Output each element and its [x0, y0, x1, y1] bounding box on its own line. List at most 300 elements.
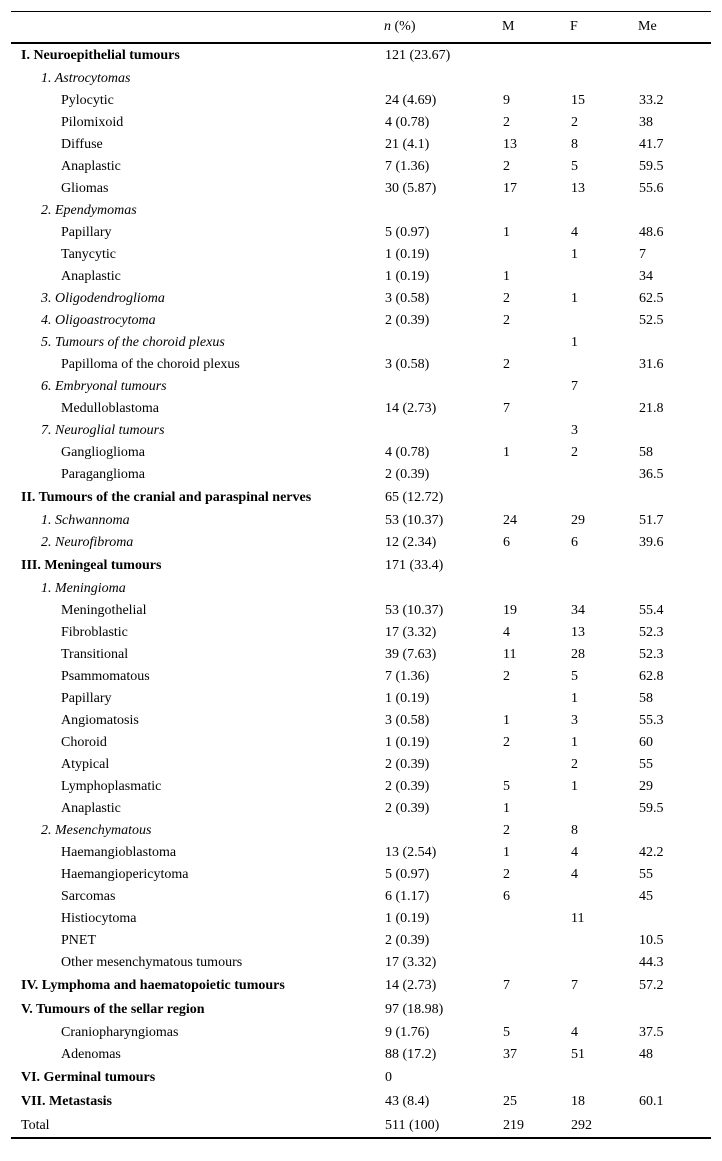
table-row-item — [11, 600, 711, 622]
female-cell: 7 — [571, 379, 578, 394]
female-cell: 11 — [571, 911, 585, 926]
category-cell: Histiocytoma — [61, 911, 137, 926]
male-cell — [502, 1066, 570, 1090]
median-age-cell: 58 — [639, 691, 653, 706]
female-cell: 13 — [571, 625, 585, 640]
category-cell: Ganglioglioma — [61, 445, 145, 460]
table-row-item — [11, 1022, 711, 1044]
n-percent-cell: 21 (4.1) — [385, 137, 430, 152]
female-cell — [570, 798, 638, 820]
table-row-section — [11, 486, 711, 510]
table-row-group — [11, 510, 711, 532]
n-percent-cell — [384, 420, 502, 442]
category-cell: Pilomixoid — [61, 115, 124, 130]
female-cell: 292 — [571, 1117, 592, 1133]
category-cell: 6. Embryonal tumours — [41, 379, 167, 394]
table-row-item — [11, 864, 711, 886]
n-percent-cell — [384, 578, 502, 600]
category-cell: Haemangiopericytoma — [61, 867, 189, 882]
category-cell: Psammomatous — [61, 669, 150, 684]
male-cell: 7 — [503, 978, 510, 993]
median-age-cell: 29 — [639, 779, 653, 794]
category-cell: Medulloblastoma — [61, 401, 159, 416]
median-age-cell: 38 — [639, 115, 653, 130]
n-percent-cell: 3 (0.58) — [385, 357, 430, 372]
median-age-cell: 59.5 — [639, 801, 664, 816]
n-percent-cell: 4 (0.78) — [385, 115, 430, 130]
table-row-item — [11, 908, 711, 930]
category-cell: 2. Neurofibroma — [41, 535, 134, 550]
category-cell: Haemangioblastoma — [61, 845, 177, 860]
median-age-cell — [638, 332, 711, 354]
category-cell: 2. Ependymomas — [41, 203, 137, 218]
female-cell — [570, 998, 638, 1022]
median-age-cell — [638, 554, 711, 578]
header-median-age: Me — [638, 19, 657, 34]
table-row-item — [11, 178, 711, 200]
table-row-section — [11, 554, 711, 578]
table-row-group — [11, 310, 711, 332]
female-cell — [570, 43, 638, 68]
category-cell: Paraganglioma — [61, 467, 145, 482]
tumour-distribution-table — [11, 11, 711, 1139]
male-cell — [502, 688, 570, 710]
table-row-group — [11, 820, 711, 842]
median-age-cell: 52.5 — [639, 313, 664, 328]
tumour-table-container — [11, 11, 711, 1139]
female-cell: 4 — [571, 845, 578, 860]
category-cell: Pylocytic — [61, 93, 114, 108]
male-cell — [502, 754, 570, 776]
category-cell: II. Tumours of the cranial and paraspinal nerves — [21, 490, 312, 505]
female-cell: 4 — [571, 225, 578, 240]
table-row-group — [11, 332, 711, 354]
median-age-cell — [638, 908, 711, 930]
median-age-cell: 55.6 — [639, 181, 664, 196]
male-cell: 2 — [503, 867, 510, 882]
median-age-cell: 34 — [639, 269, 653, 284]
table-row-item — [11, 90, 711, 112]
category-cell: Papillary — [61, 691, 112, 706]
median-age-cell — [638, 68, 711, 90]
n-percent-cell: 1 (0.19) — [385, 247, 430, 262]
male-cell — [502, 244, 570, 266]
male-cell: 219 — [503, 1117, 524, 1133]
table-row-group — [11, 376, 711, 398]
category-cell: VI. Germinal tumours — [21, 1070, 156, 1085]
median-age-cell: 59.5 — [639, 159, 664, 174]
n-percent-cell: 24 (4.69) — [385, 93, 437, 108]
median-age-cell: 55 — [639, 757, 653, 772]
category-cell: Gliomas — [61, 181, 109, 196]
female-cell — [570, 554, 638, 578]
female-cell — [570, 200, 638, 222]
male-cell: 2 — [503, 823, 510, 838]
male-cell: 6 — [503, 889, 510, 904]
n-percent-cell: 2 (0.39) — [385, 467, 430, 482]
male-cell: 1 — [503, 713, 510, 728]
male-cell: 9 — [503, 93, 510, 108]
female-cell: 1 — [571, 291, 578, 306]
table-row-item — [11, 266, 711, 288]
female-cell — [570, 1066, 638, 1090]
n-percent-cell: 3 (0.58) — [385, 291, 430, 306]
male-cell: 2 — [503, 291, 510, 306]
category-cell: Craniopharyngiomas — [61, 1025, 179, 1040]
female-cell: 5 — [571, 159, 578, 174]
category-cell: 1. Schwannoma — [41, 513, 130, 528]
male-cell: 7 — [503, 401, 510, 416]
median-age-cell: 31.6 — [639, 357, 664, 372]
median-age-cell: 52.3 — [639, 647, 664, 662]
n-percent-cell: 121 (23.67) — [385, 48, 451, 63]
table-row-item — [11, 644, 711, 666]
female-cell: 2 — [571, 757, 578, 772]
female-cell: 8 — [571, 137, 578, 152]
category-cell: Tanycytic — [61, 247, 116, 262]
male-cell: 25 — [503, 1094, 517, 1109]
female-cell: 28 — [571, 647, 585, 662]
n-percent-cell: 53 (10.37) — [385, 603, 444, 618]
female-cell: 1 — [571, 735, 578, 750]
female-cell: 51 — [571, 1047, 585, 1062]
male-cell: 2 — [503, 313, 510, 328]
male-cell — [502, 332, 570, 354]
female-cell: 2 — [571, 115, 578, 130]
n-percent-cell: 53 (10.37) — [385, 513, 444, 528]
male-cell: 2 — [503, 669, 510, 684]
female-cell: 1 — [571, 691, 578, 706]
category-cell: 5. Tumours of the choroid plexus — [41, 335, 225, 350]
median-age-cell: 21.8 — [639, 401, 664, 416]
median-age-cell — [638, 578, 711, 600]
median-age-cell: 57.2 — [639, 978, 664, 993]
category-cell: V. Tumours of the sellar region — [21, 1002, 205, 1017]
median-age-cell: 58 — [639, 445, 653, 460]
male-cell: 1 — [503, 801, 510, 816]
header-row — [11, 12, 711, 44]
median-age-cell — [638, 376, 711, 398]
n-percent-cell: 1 (0.19) — [385, 269, 430, 284]
category-cell: 7. Neuroglial tumours — [41, 423, 165, 438]
category-cell: 2. Mesenchymatous — [41, 823, 152, 838]
n-percent-cell: 171 (33.4) — [385, 558, 444, 573]
n-percent-cell: 14 (2.73) — [385, 978, 437, 993]
category-cell: Anaplastic — [61, 269, 121, 284]
median-age-cell: 36.5 — [639, 467, 664, 482]
female-cell — [570, 464, 638, 486]
table-row-item — [11, 244, 711, 266]
female-cell: 34 — [571, 603, 585, 618]
median-age-cell — [638, 486, 711, 510]
male-cell — [502, 554, 570, 578]
median-age-cell: 10.5 — [639, 933, 664, 948]
male-cell — [502, 578, 570, 600]
median-age-cell: 48.6 — [639, 225, 664, 240]
category-cell: Papilloma of the choroid plexus — [61, 357, 240, 372]
table-row-item — [11, 112, 711, 134]
n-percent-cell: 511 (100) — [385, 1117, 440, 1133]
male-cell: 13 — [503, 137, 517, 152]
female-cell: 6 — [571, 535, 578, 550]
category-cell: Lymphoplasmatic — [61, 779, 162, 794]
table-row-item — [11, 354, 711, 376]
female-cell: 29 — [571, 513, 585, 528]
table-row-section — [11, 1066, 711, 1090]
male-cell: 1 — [503, 225, 510, 240]
female-cell — [570, 952, 638, 974]
male-cell: 17 — [503, 181, 517, 196]
male-cell — [502, 998, 570, 1022]
female-cell: 8 — [571, 823, 578, 838]
median-age-cell — [638, 43, 711, 68]
median-age-cell: 41.7 — [639, 137, 664, 152]
n-percent-cell: 9 (1.76) — [385, 1025, 430, 1040]
male-cell — [502, 952, 570, 974]
n-percent-cell: 39 (7.63) — [385, 647, 437, 662]
median-age-cell — [638, 820, 711, 842]
male-cell: 6 — [503, 535, 510, 550]
male-cell: 1 — [503, 845, 510, 860]
male-cell: 2 — [503, 735, 510, 750]
female-cell: 1 — [571, 247, 578, 262]
table-row-item — [11, 842, 711, 864]
n-percent-cell: 2 (0.39) — [385, 933, 430, 948]
header-category — [11, 12, 384, 44]
male-cell: 1 — [503, 269, 510, 284]
median-age-cell: 45 — [639, 889, 653, 904]
male-cell: 2 — [503, 159, 510, 174]
male-cell — [502, 908, 570, 930]
table-row-item — [11, 398, 711, 420]
header-n-percent — [384, 12, 502, 44]
female-cell: 3 — [571, 713, 578, 728]
female-cell: 15 — [571, 93, 585, 108]
n-percent-cell: 13 (2.54) — [385, 845, 437, 860]
male-cell: 11 — [503, 647, 517, 662]
category-cell: Sarcomas — [61, 889, 116, 904]
category-cell: Other mesenchymatous tumours — [61, 955, 243, 970]
table-body — [11, 43, 711, 1138]
male-cell — [502, 420, 570, 442]
n-percent-cell: 17 (3.32) — [385, 955, 437, 970]
table-row-item — [11, 442, 711, 464]
male-cell — [502, 930, 570, 952]
n-percent-cell: 4 (0.78) — [385, 445, 430, 460]
category-cell: Diffuse — [61, 137, 103, 152]
n-percent-cell — [384, 200, 502, 222]
female-cell — [570, 266, 638, 288]
female-cell: 2 — [571, 445, 578, 460]
table-row-item — [11, 798, 711, 820]
category-cell: Adenomas — [61, 1047, 121, 1062]
male-cell — [502, 68, 570, 90]
female-cell: 3 — [571, 423, 578, 438]
table-row-item — [11, 952, 711, 974]
median-age-cell: 39.6 — [639, 535, 664, 550]
male-cell — [502, 464, 570, 486]
female-cell: 1 — [571, 335, 578, 350]
n-percent-cell: 30 (5.87) — [385, 181, 437, 196]
female-cell — [570, 68, 638, 90]
table-row-section — [11, 998, 711, 1022]
median-age-cell: 52.3 — [639, 625, 664, 640]
category-cell: VII. Metastasis — [21, 1094, 112, 1109]
n-percent-cell: 1 (0.19) — [385, 911, 430, 926]
median-age-cell: 55.3 — [639, 713, 664, 728]
category-cell: I. Neuroepithelial tumours — [21, 48, 180, 63]
male-cell — [502, 376, 570, 398]
n-percent-cell: 65 (12.72) — [385, 490, 444, 505]
n-percent-cell: 5 (0.97) — [385, 225, 430, 240]
female-cell: 5 — [571, 669, 578, 684]
female-cell: 13 — [571, 181, 585, 196]
female-cell: 1 — [571, 779, 578, 794]
female-cell — [570, 930, 638, 952]
table-row-item — [11, 710, 711, 732]
median-age-cell: 60 — [639, 735, 653, 750]
table-row-group — [11, 288, 711, 310]
male-cell: 19 — [503, 603, 517, 618]
n-percent-cell — [384, 376, 502, 398]
male-cell — [502, 43, 570, 68]
n-percent-cell: 6 (1.17) — [385, 889, 430, 904]
male-cell: 5 — [503, 779, 510, 794]
category-cell: 1. Meningioma — [41, 581, 126, 596]
category-cell: Anaplastic — [61, 801, 121, 816]
median-age-cell: 62.8 — [639, 669, 664, 684]
category-cell: Transitional — [61, 647, 129, 662]
n-percent-cell: 43 (8.4) — [385, 1094, 430, 1109]
median-age-cell: 7 — [639, 247, 646, 262]
n-percent-cell — [384, 332, 502, 354]
category-cell: Atypical — [61, 757, 110, 772]
male-cell: 2 — [503, 115, 510, 130]
table-row-item — [11, 754, 711, 776]
category-cell: 1. Astrocytomas — [41, 71, 131, 86]
table-row-item — [11, 622, 711, 644]
table-row-section — [11, 43, 711, 68]
n-percent-cell: 97 (18.98) — [385, 1002, 444, 1017]
n-percent-cell — [384, 68, 502, 90]
category-cell: Total — [21, 1117, 50, 1133]
median-age-cell: 62.5 — [639, 291, 664, 306]
n-percent-cell: 88 (17.2) — [385, 1047, 437, 1062]
table-row-item — [11, 886, 711, 908]
category-cell: Anaplastic — [61, 159, 121, 174]
male-cell — [502, 486, 570, 510]
table-row-item — [11, 134, 711, 156]
n-percent-cell: 3 (0.58) — [385, 713, 430, 728]
table-row-section — [11, 974, 711, 998]
female-cell: 18 — [571, 1094, 585, 1109]
n-percent-cell: 12 (2.34) — [385, 535, 437, 550]
category-cell: IV. Lymphoma and haematopoietic tumours — [21, 978, 285, 993]
female-cell — [570, 486, 638, 510]
female-cell: 4 — [571, 1025, 578, 1040]
category-cell: Meningothelial — [61, 603, 147, 618]
category-cell: III. Meningeal tumours — [21, 558, 162, 573]
median-age-cell: 55 — [639, 867, 653, 882]
male-cell — [502, 200, 570, 222]
male-cell: 37 — [503, 1047, 517, 1062]
n-percent-cell: 1 (0.19) — [385, 735, 430, 750]
n-percent-cell: 2 (0.39) — [385, 801, 430, 816]
table-row-total — [11, 1114, 711, 1138]
category-cell: PNET — [61, 933, 96, 948]
n-percent-cell: 14 (2.73) — [385, 401, 437, 416]
table-header — [11, 12, 711, 44]
female-cell — [570, 310, 638, 332]
male-cell: 24 — [503, 513, 517, 528]
table-row-group — [11, 578, 711, 600]
n-percent-cell — [384, 820, 502, 842]
male-cell: 4 — [503, 625, 510, 640]
median-age-cell — [638, 998, 711, 1022]
n-percent-cell: 1 (0.19) — [385, 691, 430, 706]
header-n-label: n — [384, 19, 391, 34]
median-age-cell: 44.3 — [639, 955, 664, 970]
category-cell: Papillary — [61, 225, 112, 240]
header-male: M — [502, 19, 515, 34]
category-cell: 4. Oligoastrocytoma — [41, 313, 156, 328]
table-row-item — [11, 776, 711, 798]
table-row-section — [11, 1090, 711, 1114]
median-age-cell: 60.1 — [639, 1094, 664, 1109]
median-age-cell — [638, 420, 711, 442]
n-percent-cell: 0 — [385, 1070, 392, 1085]
table-row-item — [11, 666, 711, 688]
median-age-cell: 55.4 — [639, 603, 664, 618]
n-percent-cell: 2 (0.39) — [385, 779, 430, 794]
median-age-cell: 33.2 — [639, 93, 664, 108]
median-age-cell: 51.7 — [639, 513, 664, 528]
male-cell: 1 — [503, 445, 510, 460]
table-row-item — [11, 688, 711, 710]
male-cell: 2 — [503, 357, 510, 372]
median-age-cell — [638, 200, 711, 222]
median-age-cell: 48 — [639, 1047, 653, 1062]
n-percent-cell: 5 (0.97) — [385, 867, 430, 882]
female-cell — [570, 578, 638, 600]
table-row-group — [11, 68, 711, 90]
table-row-item — [11, 464, 711, 486]
male-cell: 5 — [503, 1025, 510, 1040]
n-percent-cell: 7 (1.36) — [385, 159, 430, 174]
female-cell: 7 — [571, 978, 578, 993]
table-row-item — [11, 1044, 711, 1066]
category-cell: Fibroblastic — [61, 625, 128, 640]
female-cell — [570, 886, 638, 908]
median-age-cell — [638, 1114, 711, 1138]
female-cell: 4 — [571, 867, 578, 882]
median-age-cell: 37.5 — [639, 1025, 664, 1040]
female-cell — [570, 354, 638, 376]
category-cell: Angiomatosis — [61, 713, 139, 728]
n-percent-cell: 2 (0.39) — [385, 757, 430, 772]
header-percent-label: (%) — [391, 19, 416, 34]
table-row-item — [11, 930, 711, 952]
table-row-group — [11, 200, 711, 222]
n-percent-cell: 7 (1.36) — [385, 669, 430, 684]
header-female: F — [570, 19, 578, 34]
n-percent-cell: 17 (3.32) — [385, 625, 437, 640]
table-row-group — [11, 532, 711, 554]
table-row-item — [11, 732, 711, 754]
female-cell — [570, 398, 638, 420]
median-age-cell: 42.2 — [639, 845, 664, 860]
n-percent-cell: 2 (0.39) — [385, 313, 430, 328]
